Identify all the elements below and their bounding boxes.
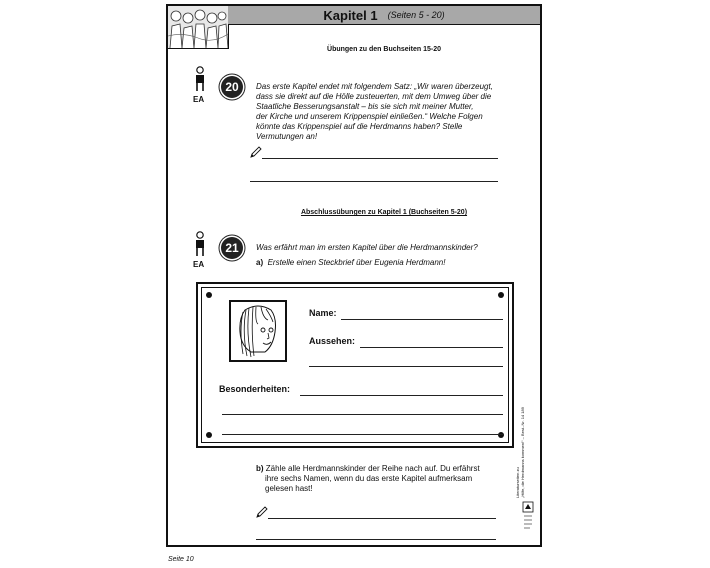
part-b-line: ihre sechs Namen, wenn du das erste Kapitel aufmerksam — [265, 474, 473, 483]
part-a-text: Erstelle einen Steckbrief über Eugenia Herdmann! — [267, 258, 446, 267]
answer-line[interactable] — [250, 181, 498, 182]
looks-field[interactable] — [309, 366, 503, 367]
section-title-final-exercises: Abschlussübungen zu Kapitel 1 (Buchseiten 5-20) — [300, 209, 468, 216]
side-imprint — [515, 486, 525, 498]
task-20-line: Staatliche Besserungsanstalt – bis sie sich mit meiner Mutter, — [256, 102, 474, 111]
task-20-line: Vermutungen an! — [256, 132, 318, 141]
looks-label: Aussehen: — [309, 336, 356, 346]
features-field[interactable] — [300, 395, 503, 396]
part-b-label: b) — [256, 464, 264, 473]
task-20-line: der Kirche und unserem Krippenspiel einließen.“ Welche Folgen — [256, 112, 483, 121]
answer-line[interactable] — [262, 158, 498, 159]
task-21-part-a — [256, 258, 541, 268]
task-20-line: dass sie direkt auf die Hölle zusteuerten, mit dem Umweg über die — [256, 92, 492, 101]
task-number-badge: 21 — [221, 237, 243, 259]
part-b-line — [256, 464, 526, 474]
person-icon — [193, 66, 207, 97]
worksheet-page — [166, 4, 542, 547]
looks-field[interactable] — [360, 347, 503, 348]
portrait-drawing — [229, 300, 287, 362]
name-field[interactable] — [341, 319, 503, 320]
pencil-icon — [256, 506, 268, 518]
pencil-icon — [250, 146, 262, 158]
task-20-line: Das erste Kapitel endet mit folgendem Satz: „Wir waren überzeugt, — [256, 82, 493, 91]
page-number: Seite 10 — [168, 556, 194, 563]
profile-card — [196, 282, 514, 448]
publisher-logo — [521, 500, 535, 540]
task-20-line: könnte das Krippenspiel auf die Herdmanns haben? Stelle — [256, 122, 463, 131]
features-field[interactable] — [222, 414, 503, 415]
pin-icon — [206, 292, 212, 298]
chapter-header-bar — [228, 6, 540, 25]
part-a-label: a) — [256, 258, 264, 267]
chapter-title: Kapitel 1 — [323, 7, 378, 23]
task-20-text — [256, 82, 541, 142]
header-photo — [168, 6, 229, 49]
answer-line[interactable] — [268, 518, 496, 519]
pin-icon — [498, 432, 504, 438]
features-field[interactable] — [222, 434, 503, 435]
pin-icon — [206, 432, 212, 438]
social-form-label: EA — [193, 260, 205, 269]
side-imprint-line — [520, 486, 525, 498]
social-form-label: EA — [193, 95, 205, 104]
person-icon — [193, 231, 207, 262]
task-21-part-b — [256, 464, 526, 494]
pin-icon — [498, 292, 504, 298]
features-label: Besonderheiten: — [219, 384, 291, 394]
task-number-badge: 20 — [221, 76, 243, 98]
task-21-question: Was erfährt man im ersten Kapitel über die Herdmannskinder? — [256, 243, 478, 252]
chapter-pages: (Seiten 5 - 20) — [387, 10, 445, 20]
name-label: Name: — [309, 308, 337, 318]
answer-line[interactable] — [256, 539, 496, 540]
part-b-line: gelesen hast! — [265, 484, 313, 493]
part-b-text: Zähle alle Herdmannskinder der Reihe nach auf. Du erfährst — [265, 464, 480, 473]
section-title-exercises: Übungen zu den Buchseiten 15-20 — [327, 46, 441, 53]
